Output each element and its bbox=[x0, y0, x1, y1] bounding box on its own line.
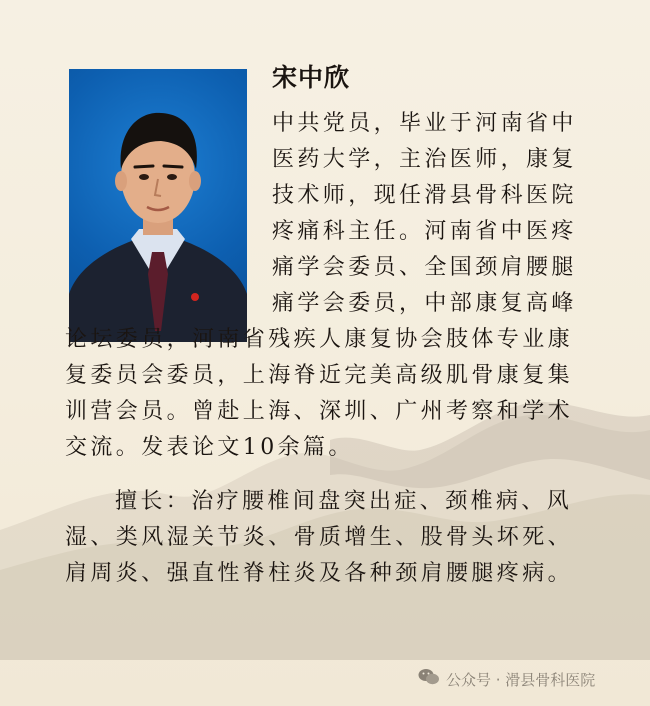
wechat-icon bbox=[418, 668, 440, 690]
bio-line-4: 疼痛科主任。河南省中医疼 bbox=[272, 219, 577, 244]
bio-line-3: 技术师，现任滑县骨科医院 bbox=[272, 183, 577, 208]
specialty-line-3: 肩周炎、强直性脊柱炎及各种颈肩腰腿疼病。 bbox=[65, 561, 574, 586]
bio-line-6: 痛学会委员，中部康复高峰 bbox=[272, 291, 577, 316]
bio-line-10: 交流。发表论文10余篇。 bbox=[65, 435, 354, 460]
account-watermark bbox=[418, 664, 595, 694]
bio-line-5: 痛学会委员、全国颈肩腰腿 bbox=[272, 255, 577, 280]
watermark-text: 公众号 · 滑县骨科医院 bbox=[446, 670, 596, 689]
specialty-line-2: 湿、类风湿关节炎、骨质增生、股骨头坏死、 bbox=[65, 525, 574, 550]
bio-line-8: 复委员会委员，上海脊近完美高级肌骨康复集 bbox=[65, 363, 574, 388]
bio-line-2: 医药大学，主治医师，康复 bbox=[272, 147, 577, 172]
portrait-photo bbox=[69, 69, 247, 342]
specialty-line-1: 擅长：治疗腰椎间盘突出症、颈椎病、风 bbox=[115, 489, 573, 514]
bio-line-9: 训营会员。曾赴上海、深圳、广州考察和学术 bbox=[65, 399, 574, 424]
doctor-name: 宋中欣 bbox=[272, 63, 351, 92]
bio-line-7: 论坛委员，河南省残疾人康复协会肢体专业康 bbox=[65, 327, 574, 352]
bio-line-1: 中共党员，毕业于河南省中 bbox=[272, 111, 577, 136]
